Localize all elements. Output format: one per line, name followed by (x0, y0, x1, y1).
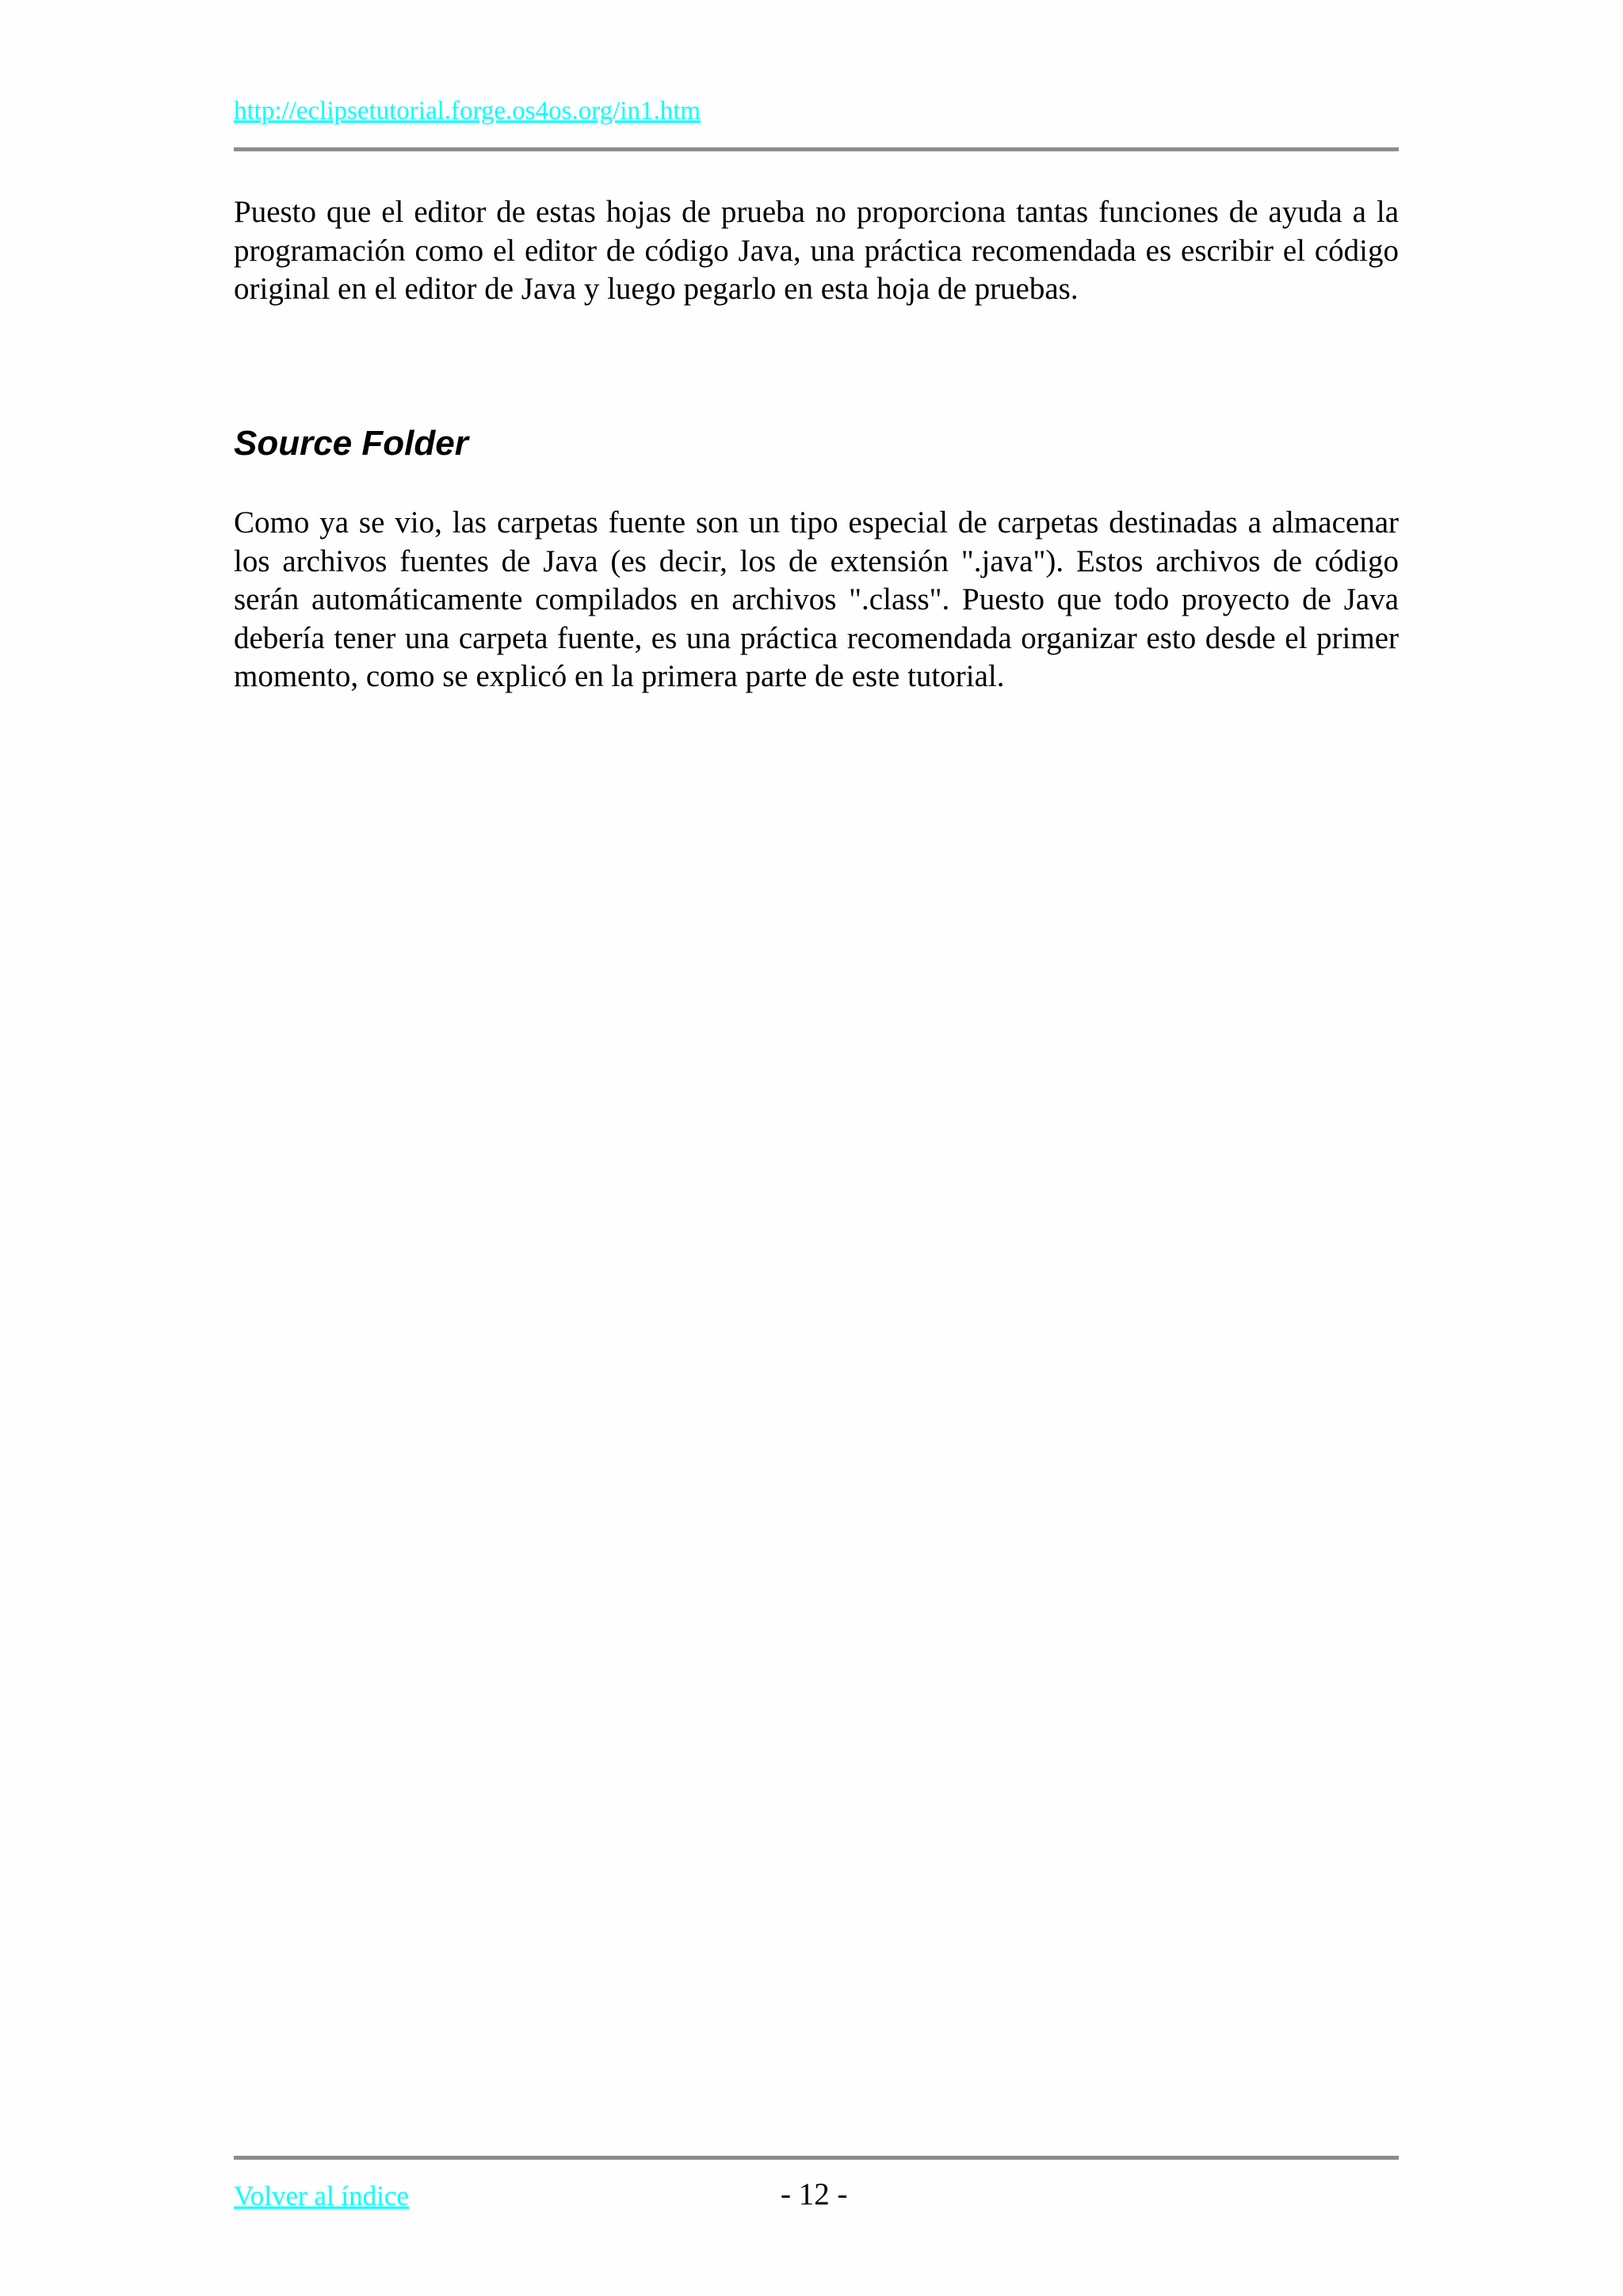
page-number: - 12 - (781, 2177, 848, 2211)
intro-paragraph: Puesto que el editor de estas hojas de prueba no proporciona tantas funciones de ayuda a la programación como el editor de código Java, una práctica recomendada es escribir el código original en el editor de Java y luego pegarlo en esta hoja de pruebas. (234, 195, 1399, 306)
footer-divider (234, 2156, 1399, 2160)
header-divider (234, 147, 1399, 151)
back-to-index-link[interactable]: Volver al índice (234, 2180, 409, 2211)
header-url-link[interactable]: http://eclipsetutorial.forge.os4os.org/in1.htm (234, 97, 701, 125)
source-folder-paragraph: Como ya se vio, las carpetas fuente son un tipo especial de carpetas destinadas a almacenar los archivos fuentes de Java (es decir, los de extensión ".java"). Estos archivos de código serán automáticamente compilados en archivos ".class". Puesto que todo proyecto de Java debería tener una carpeta fuente, es una práctica recomendada organizar esto desde el primer momento, como se explicó en la primera parte de este tutorial. (234, 505, 1399, 693)
section-heading: Source Folder (234, 424, 468, 463)
